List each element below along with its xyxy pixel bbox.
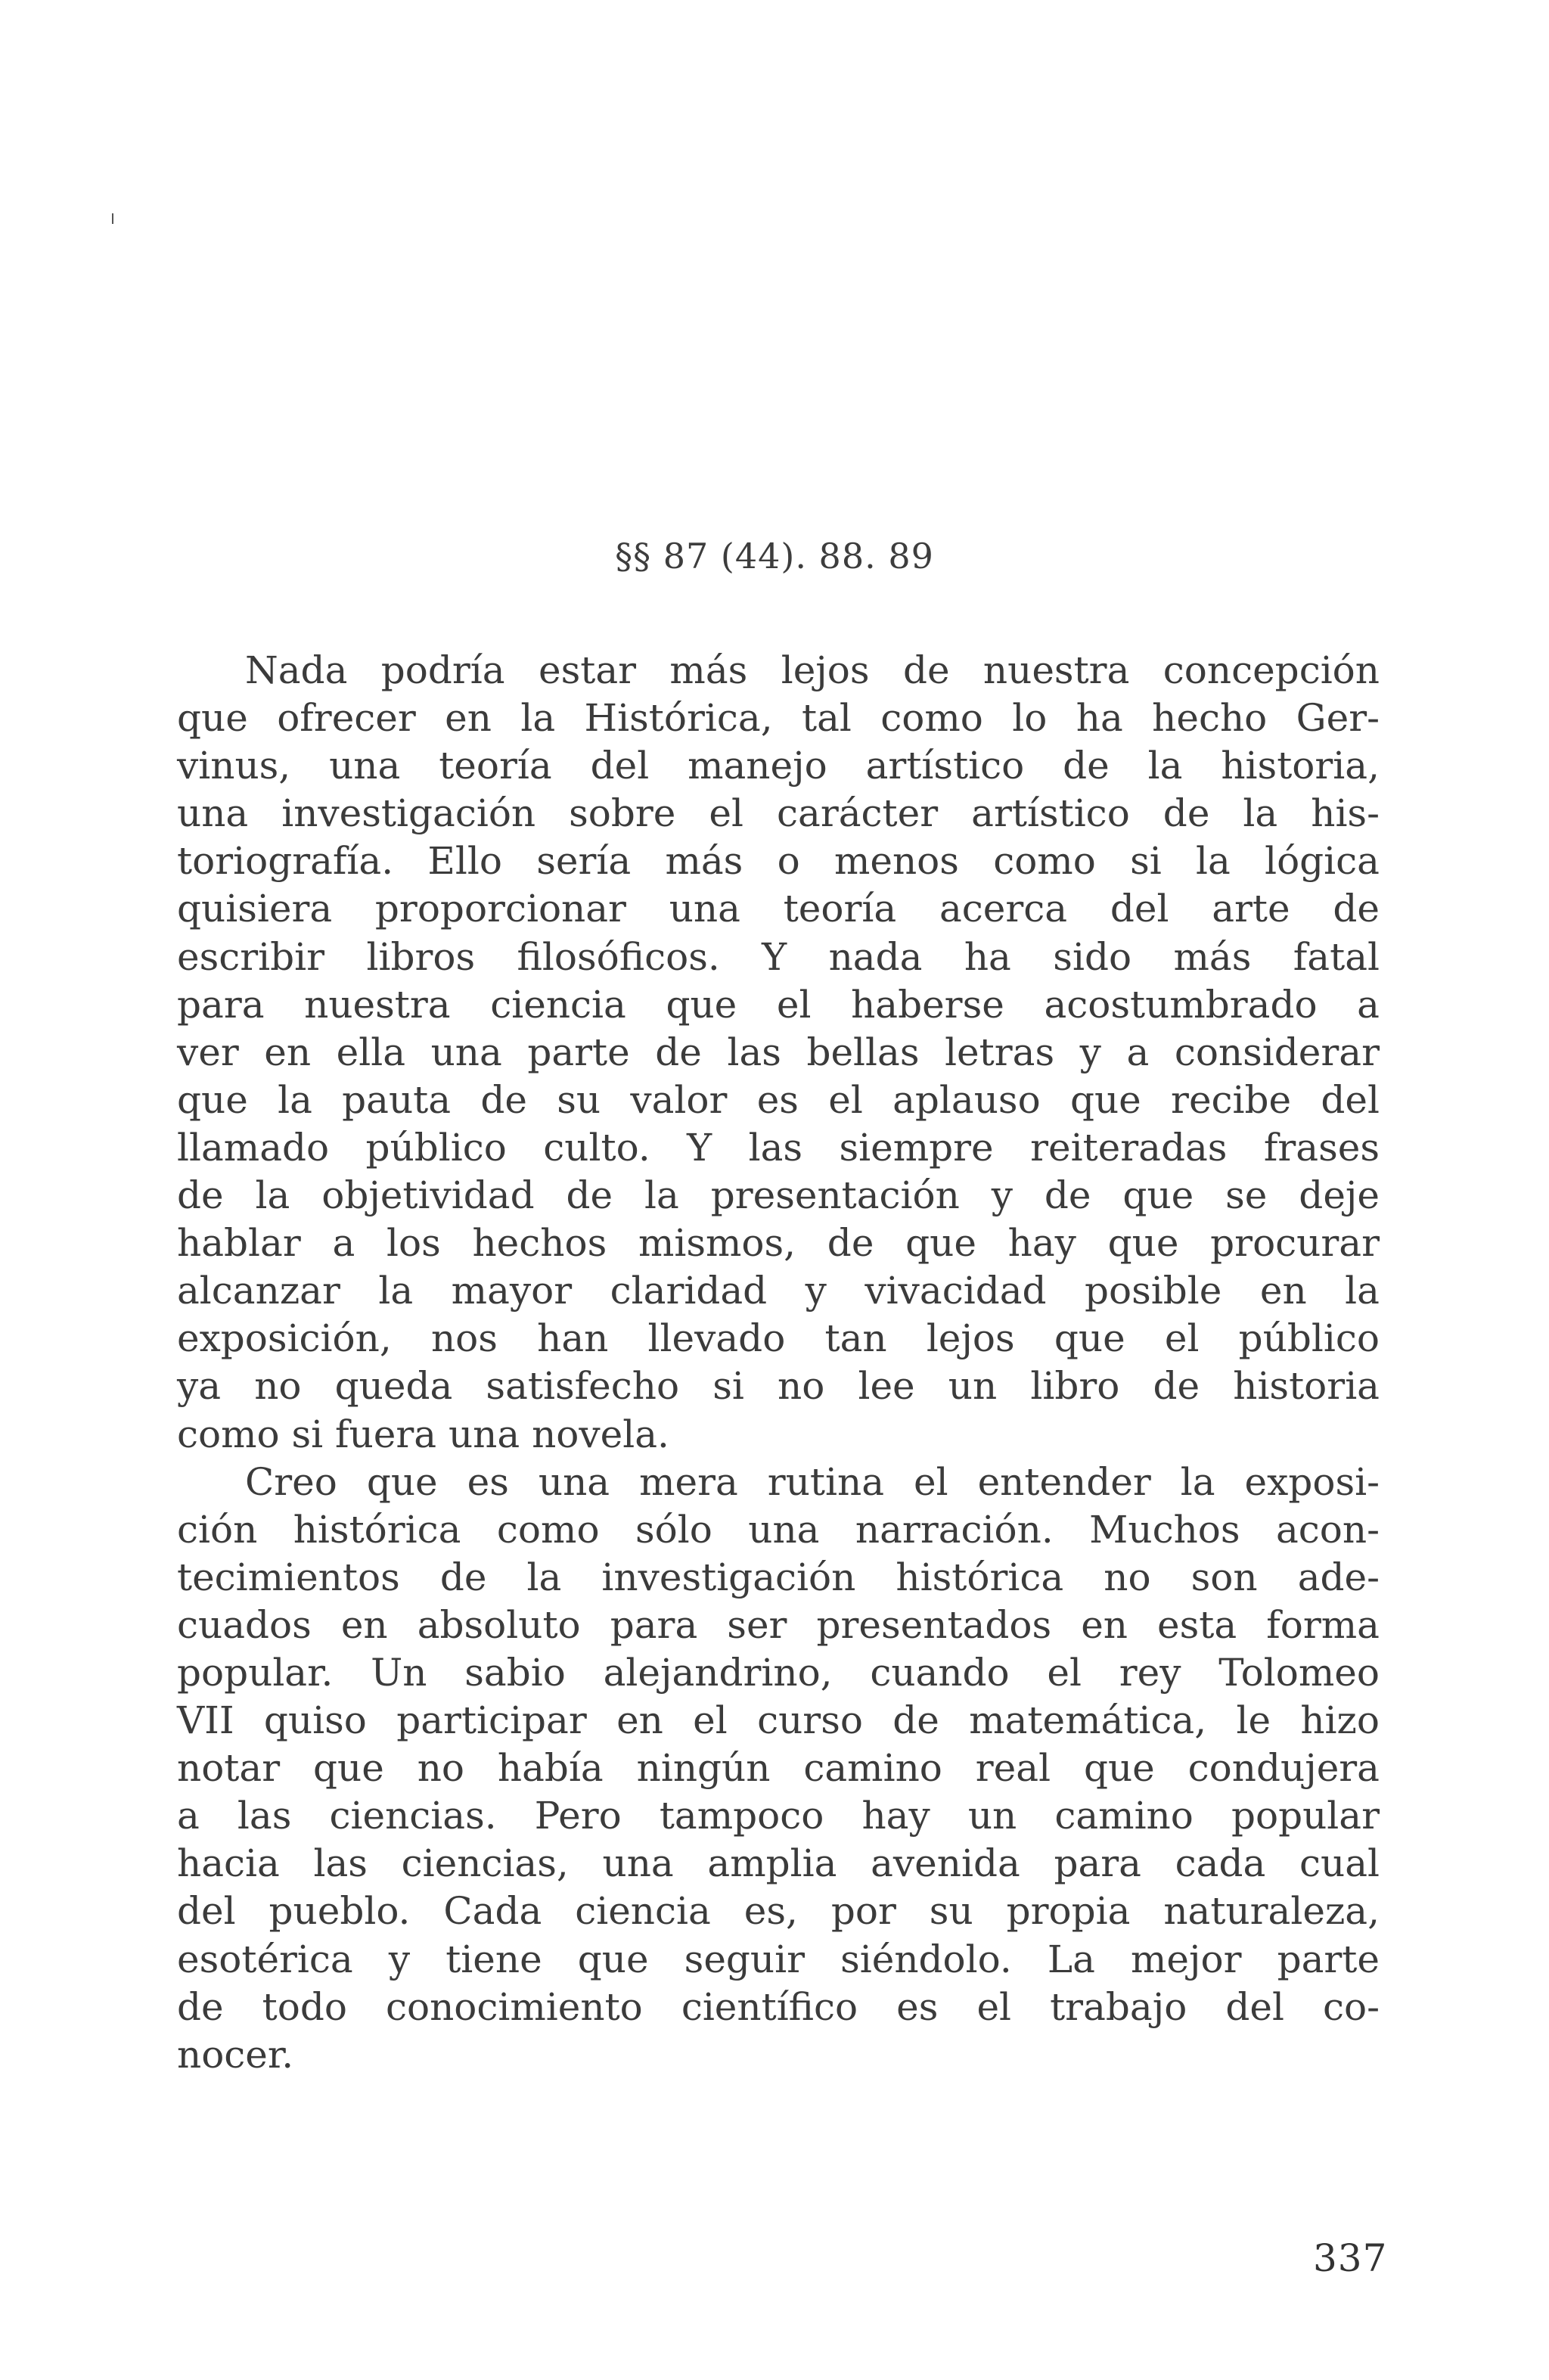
text-line: una investigación sobre el carácter artístico de la his-: [177, 791, 1380, 836]
text-line: hacia las ciencias, una amplia avenida para cada cual: [177, 1841, 1380, 1886]
text-line: exposición, nos han llevado tan lejos que el público: [177, 1316, 1380, 1361]
body-text: [177, 647, 1380, 2079]
text-line: Creo que es una mera rutina el entender la exposi-: [245, 1459, 1380, 1504]
text-line: de todo conocimiento científico es el trabajo del co-: [177, 1984, 1380, 2029]
text-line: popular. Un sabio alejandrino, cuando el rey Tolomeo: [177, 1650, 1380, 1695]
text-line: ción histórica como sólo una narración. Muchos acon-: [177, 1507, 1380, 1552]
text-line: a las ciencias. Pero tampoco hay un camino popular: [177, 1794, 1380, 1838]
text-line: nocer.: [177, 2032, 294, 2077]
section-heading: §§ 87 (44). 88. 89: [615, 536, 934, 576]
text-line: para nuestra ciencia que el haberse acostumbrado a: [177, 982, 1380, 1027]
text-line: cuados en absoluto para ser presentados en esta forma: [177, 1602, 1380, 1647]
text-line: escribir libros filosóficos. Y nada ha sido más fatal: [177, 934, 1380, 979]
text-line: que la pauta de su valor es el aplauso que recibe del: [177, 1077, 1380, 1122]
text-line: ya no queda satisfecho si no lee un libro de historia: [177, 1364, 1380, 1409]
text-line: de la objetividad de la presentación y de que se deje: [177, 1173, 1380, 1218]
text-line: notar que no había ningún camino real que condujera: [177, 1746, 1380, 1791]
text-line: quisiera proporcionar una teoría acerca del arte de: [177, 887, 1380, 931]
text-line: VII quiso participar en el curso de matemática, le hizo: [177, 1698, 1380, 1743]
text-line: Nada podría estar más lejos de nuestra concepción: [245, 648, 1380, 692]
text-line: ver en ella una parte de las bellas letras y a considerar: [177, 1030, 1380, 1074]
text-line: alcanzar la mayor claridad y vivacidad posible en la: [177, 1269, 1380, 1313]
text-line: tecimientos de la investigación histórica no son ade-: [177, 1555, 1380, 1599]
page-number: 337: [1313, 2236, 1388, 2280]
text-line: llamado público culto. Y las siempre reiteradas frases: [177, 1125, 1380, 1170]
text-line: como si fuera una novela.: [177, 1412, 669, 1456]
text-line: vinus, una teoría del manejo artístico de la historia,: [177, 744, 1380, 788]
text-line: que ofrecer en la Histórica, tal como lo ha hecho Ger-: [177, 696, 1380, 741]
text-line: esotérica y tiene que seguir siéndolo. La mejor parte: [177, 1937, 1380, 1981]
margin-mark: [112, 213, 113, 224]
text-line: toriografía. Ello sería más o menos como si la lógica: [177, 839, 1380, 884]
text-line: hablar a los hechos mismos, de que hay que procurar: [177, 1221, 1380, 1266]
text-line: del pueblo. Cada ciencia es, por su propia naturaleza,: [177, 1889, 1380, 1934]
